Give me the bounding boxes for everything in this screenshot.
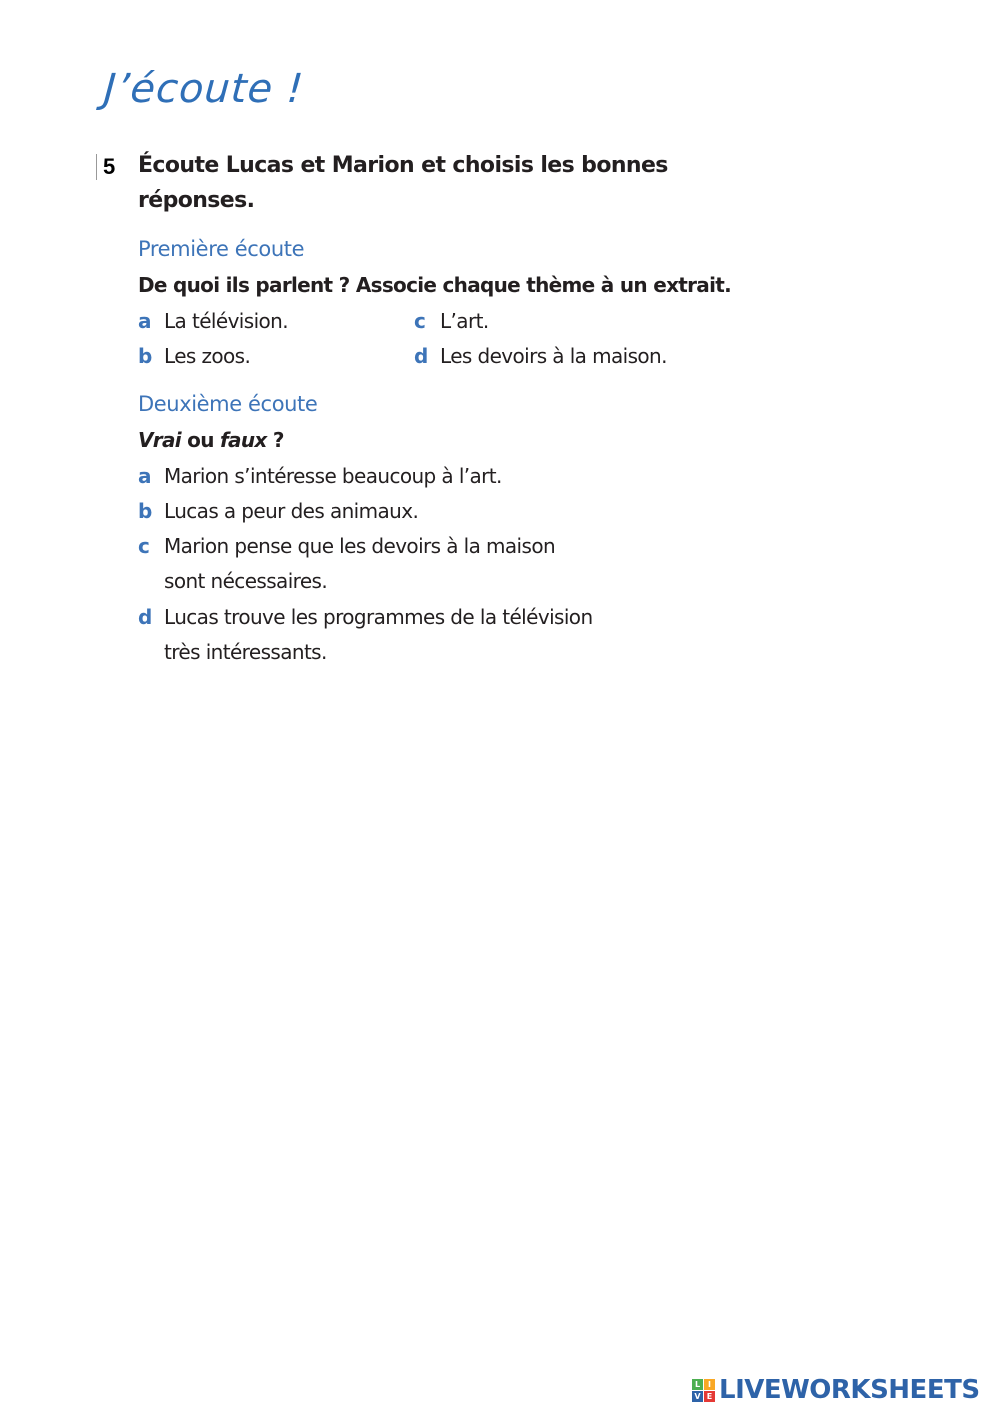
logo-text: LIVEWORKSHEETS bbox=[719, 1375, 980, 1405]
question-ou: ou bbox=[180, 428, 221, 452]
statement-letter: c bbox=[138, 534, 150, 558]
option-letter: b bbox=[138, 344, 152, 368]
logo-icon-letter: E bbox=[704, 1391, 715, 1402]
theme-option-d bbox=[414, 339, 667, 374]
statement-letter: a bbox=[138, 464, 151, 488]
statement-text: Marion pense que les devoirs à la maison sont nécessaires. bbox=[164, 534, 556, 593]
statement-b bbox=[138, 494, 418, 529]
liveworksheets-logo-icon bbox=[692, 1379, 715, 1402]
exercise-number: 5 bbox=[96, 154, 115, 180]
statement-c bbox=[138, 529, 555, 599]
question-mark: ? bbox=[266, 428, 284, 452]
exercise-instruction: Écoute Lucas et Marion et choisis les bonnes réponses. bbox=[138, 153, 668, 213]
statement-letter: b bbox=[138, 499, 152, 523]
statement-d bbox=[138, 600, 593, 670]
statement-text: Marion s’intéresse beaucoup à l’art. bbox=[164, 464, 502, 488]
option-text: La télévision. bbox=[164, 309, 289, 333]
logo-icon-letter: L bbox=[692, 1379, 703, 1390]
statement-text: Lucas a peur des animaux. bbox=[164, 499, 419, 523]
first-listening-question: De quoi ils parlent ? Associe chaque thème à un extrait. bbox=[138, 273, 732, 297]
theme-option-c bbox=[414, 304, 489, 339]
option-letter: d bbox=[414, 344, 428, 368]
theme-option-b bbox=[138, 339, 250, 374]
theme-option-a bbox=[138, 304, 288, 339]
option-letter: a bbox=[138, 309, 151, 333]
statement-a bbox=[138, 459, 502, 494]
logo-icon-letter: I bbox=[704, 1379, 715, 1390]
statement-letter: d bbox=[138, 605, 152, 629]
liveworksheets-logo bbox=[692, 1376, 980, 1404]
second-listening-title: Deuxième écoute bbox=[138, 392, 318, 416]
option-text: L’art. bbox=[440, 309, 489, 333]
logo-icon-letter: V bbox=[692, 1391, 703, 1402]
option-text: Les devoirs à la maison. bbox=[440, 344, 667, 368]
second-listening-question bbox=[138, 428, 284, 452]
first-listening-title: Première écoute bbox=[138, 237, 305, 261]
page-title: J’écoute ! bbox=[102, 66, 306, 112]
question-faux: faux bbox=[220, 428, 267, 452]
question-vrai: Vrai bbox=[138, 428, 181, 452]
option-text: Les zoos. bbox=[164, 344, 251, 368]
statement-text: Lucas trouve les programmes de la télévision très intéressants. bbox=[164, 605, 593, 664]
option-letter: c bbox=[414, 309, 426, 333]
